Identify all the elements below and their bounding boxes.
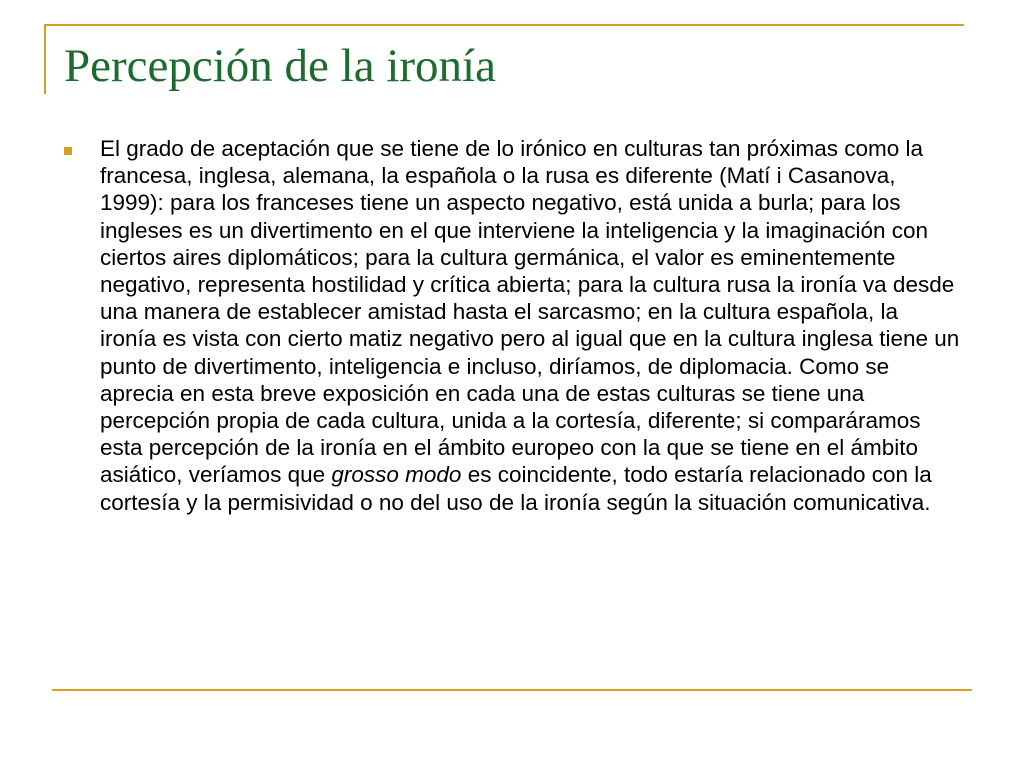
bullet-emphasis: grosso modo: [331, 462, 462, 488]
bullet-text-before-emphasis: El grado de aceptación que se tiene de lo irónico en culturas tan próximas como la francesa, inglesa, alemana, la española o la rusa es diferente (Matí i Casanova, 1999): para los franceses tiene un aspecto negativo, está unida a burla; para los ingleses es un divertimento en el que interviene la inteligencia y la imaginación con ciertos aires diplomáticos; para la cultura germánica, el valor es eminentemente negativo, representa hostilidad y crítica abierta; para la cultura rusa la ironía va desde una manera de establecer amistad hasta el sarcasmo; en la cultura española, la ironía es vista con cierto matiz negativo pero al igual que en la cultura inglesa tiene un punto de divertimento, inteligencia e incluso, diríamos, de diplomacia. Como se aprecia en esta breve exposición en cada una de estas culturas se tiene una percepción propia de cada cultura, unida a la cortesía, diferente; si comparáramos esta percepción de la ironía en el ámbito europeo con la que se tiene en el ámbito asiático, veríamos que: [100, 136, 960, 488]
frame-top-line: [44, 24, 964, 26]
frame-left-line: [44, 24, 46, 94]
square-bullet-icon: [64, 147, 72, 155]
bullet-text: [100, 135, 960, 516]
frame-bottom-line: [52, 689, 972, 691]
bullet-item: [64, 135, 964, 516]
slide-title: Percepción de la ironía: [64, 40, 496, 92]
bullet-text-after-emphasis: es coincidente, todo estaría relacionado con la cortesía y la permisividad o no del uso de la ironía según la situación comunicativa.: [100, 462, 932, 515]
slide-content: [64, 135, 964, 516]
